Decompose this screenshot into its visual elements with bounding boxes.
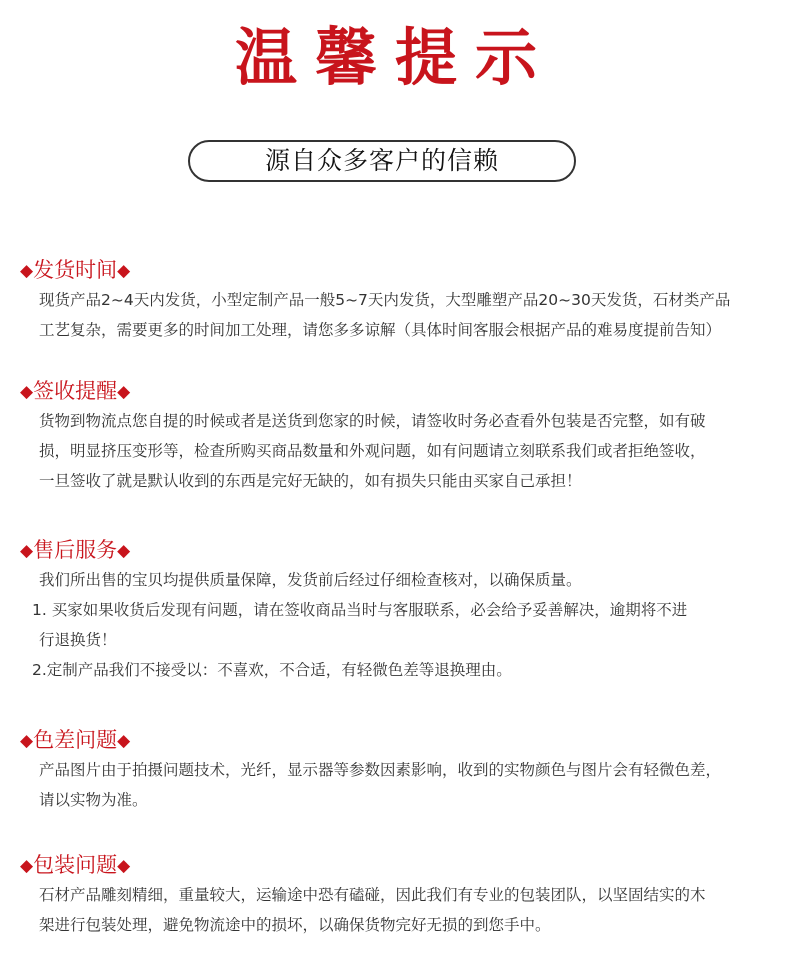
- section-heading-text: 包装问题: [33, 853, 118, 877]
- section-after-sales: [20, 535, 780, 685]
- section-heading: [20, 535, 780, 565]
- section-heading: [20, 376, 780, 406]
- section-color-difference: [20, 725, 780, 815]
- subtitle-pill: 源自众多客户的信赖: [188, 140, 576, 182]
- section-text-line: 我们所出售的宝贝均提供质量保障，发货前后经过仔细检查核对，以确保质量。: [39, 571, 582, 589]
- diamond-bullet-icon: ◆: [117, 261, 131, 281]
- diamond-bullet-icon: ◆: [20, 731, 34, 751]
- section-text-line: 行退换货！: [39, 631, 117, 649]
- section-heading: [20, 850, 780, 880]
- diamond-bullet-icon: ◆: [117, 856, 131, 876]
- section-text-line: 一旦签收了就是默认收到的东西是完好无缺的，如有损失只能由买家自己承担！: [39, 472, 582, 490]
- section-text-line: 架进行包装处理，避免物流途中的损坏，以确保货物完好无损的到您手中。: [39, 916, 551, 934]
- section-heading-text: 发货时间: [33, 258, 118, 282]
- section-text-line: 石材产品雕刻精细，重量较大，运输途中恐有磕碰，因此我们有专业的包装团队，以坚固结实的木: [39, 886, 706, 904]
- diamond-bullet-icon: ◆: [20, 261, 34, 281]
- section-text-line: 货物到物流点您自提的时候或者是送货到您家的时候，请签收时务必查看外包装是否完整，如有破: [39, 412, 706, 430]
- section-text-line: 2.定制产品我们不接受以：不喜欢，不合适，有轻微色差等退换理由。: [32, 661, 512, 679]
- section-text-line: 产品图片由于拍摄问题技术，光纤，显示器等参数因素影响，收到的实物颜色与图片会有轻微色差，: [39, 761, 722, 779]
- section-text-line: 损，明显挤压变形等，检查所购买商品数量和外观问题，如有问题请立刻联系我们或者拒绝签收，: [39, 442, 706, 460]
- section-text-line: 1. 买家如果收货后发现有问题，请在签收商品当时与客服联系，必会给予妥善解决，逾期将不进: [32, 601, 688, 619]
- diamond-bullet-icon: ◆: [117, 382, 131, 402]
- section-text-line: 现货产品2~4天内发货，小型定制产品一般5~7天内发货，大型雕塑产品20~30天发货，石材类产品: [39, 291, 731, 309]
- section-text-line: 工艺复杂，需要更多的时间加工处理，请您多多谅解（具体时间客服会根据产品的难易度提前告知）: [39, 321, 722, 339]
- section-shipping-time: [20, 255, 780, 345]
- section-heading: [20, 725, 780, 755]
- diamond-bullet-icon: ◆: [20, 541, 34, 561]
- page-title: 温馨提示: [234, 21, 555, 94]
- section-heading-text: 色差问题: [33, 728, 118, 752]
- section-heading-text: 售后服务: [33, 538, 118, 562]
- section-delivery-receipt: [20, 376, 780, 496]
- section-packaging: [20, 850, 780, 940]
- section-heading: [20, 255, 780, 285]
- diamond-bullet-icon: ◆: [20, 382, 34, 402]
- section-text-line: 请以实物为准。: [39, 791, 148, 809]
- diamond-bullet-icon: ◆: [20, 856, 34, 876]
- section-heading-text: 签收提醒: [33, 379, 118, 403]
- diamond-bullet-icon: ◆: [117, 541, 131, 561]
- diamond-bullet-icon: ◆: [117, 731, 131, 751]
